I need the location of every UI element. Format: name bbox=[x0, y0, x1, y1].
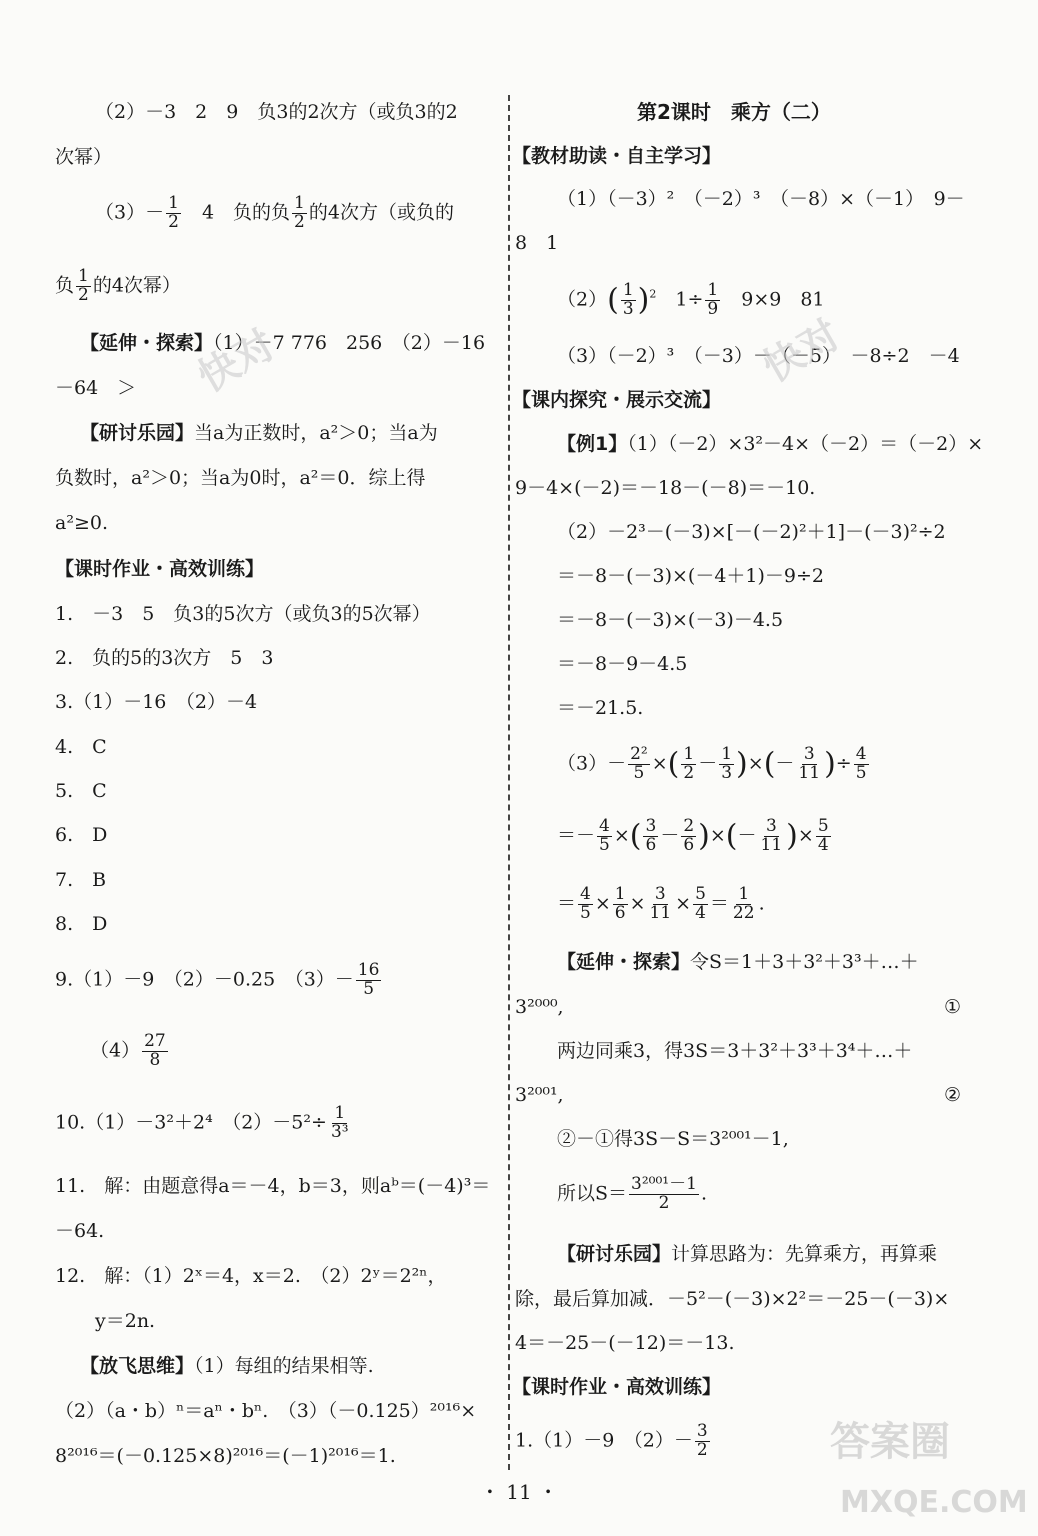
line: 次幂） bbox=[55, 146, 113, 168]
section-heading: 【课时作业・高效训练】 bbox=[512, 1376, 722, 1398]
line: 除，最后算加减．－5²－(－3)×2²＝－25－(－3)× bbox=[515, 1288, 950, 1310]
line: （3）－ $\frac{\text{2²}}{5}$ ×( $\frac{1}{2}$ － $\frac{1}{3}$ )×(－ $\frac{3}{11}$ )÷ $\frac{4}{5}$ bbox=[557, 744, 867, 783]
fraction: $\frac{1}{3}$ bbox=[622, 280, 634, 319]
fraction: $\frac{5}{4}$ bbox=[817, 816, 829, 855]
line: ＝－8－(－3)×(－3)－4.5 bbox=[557, 609, 784, 631]
line: 3²⁰⁰¹, bbox=[515, 1084, 564, 1106]
answer-item: 10.（1）－3²＋2⁴ （2）－5²÷ $\frac{1}{\text{3³}}$ bbox=[55, 1103, 349, 1142]
line: （3）（－2）³ （－3）－（－5） －8÷2 －4 bbox=[557, 345, 960, 367]
fraction: $\frac{1}{2}$ bbox=[168, 193, 179, 232]
watermark: 快对 bbox=[755, 311, 848, 392]
line: 负 $\frac{1}{2}$ 的4次幂） bbox=[55, 266, 181, 305]
answer-item: 7. B bbox=[55, 869, 107, 891]
line: （2）－2³－(－3)×[－(－2)²＋1]－(－3)²÷2 bbox=[557, 521, 946, 543]
line: ＝－8－(－3)×(－4＋1)－9÷2 bbox=[557, 565, 825, 587]
fraction: $\frac{3}{6}$ bbox=[645, 816, 657, 855]
answer-item: 1.（1）－9 （2）－ $\frac{3}{2}$ bbox=[515, 1421, 708, 1460]
line: a²≥0. bbox=[55, 512, 108, 534]
watermark: 答案圈 bbox=[830, 1419, 950, 1465]
line: ＝－ $\frac{4}{5}$ ×( $\frac{3}{6}$ － $\frac{2}{6}$ )×(－ $\frac{3}{11}$ )× $\frac{5}{4}$ bbox=[557, 816, 829, 855]
answer-item: （4） $\frac{27}{8}$ bbox=[90, 1031, 166, 1070]
answer-item: y＝2n. bbox=[95, 1310, 156, 1332]
line: 3²⁰⁰⁰, bbox=[515, 996, 564, 1018]
fraction: $\frac{1}{6}$ bbox=[614, 884, 626, 923]
equation-marker: ② bbox=[944, 1084, 962, 1106]
answer-item: 6. D bbox=[55, 824, 108, 846]
section-heading: 【课时作业・高效训练】 bbox=[55, 558, 265, 580]
answer-item: 4. C bbox=[55, 736, 107, 758]
fraction: $\frac{27}{8}$ bbox=[144, 1031, 166, 1070]
line: 两边同乘3，得3S＝3＋3²＋3³＋3⁴＋…＋ bbox=[557, 1040, 913, 1062]
answer-item: 1. －3 5 负3的5次方（或负3的5次幂） bbox=[55, 603, 431, 625]
answer-item: 8. D bbox=[55, 913, 108, 935]
line: ②－①得3S－S＝3²⁰⁰¹－1, bbox=[557, 1128, 789, 1150]
answer-item: －64. bbox=[55, 1220, 105, 1242]
fraction: $\frac{16}{5}$ bbox=[357, 960, 380, 999]
fraction: $\frac{1}{22}$ bbox=[732, 884, 755, 923]
answer-item: 12. 解：（1）2ˣ＝4，x＝2. （2）2ʸ＝2²ⁿ， bbox=[55, 1265, 447, 1287]
line: 【研讨乐园】当a为正数时，a²＞0；当a为 bbox=[80, 422, 438, 444]
fraction: $\frac{1}{2}$ bbox=[683, 744, 695, 783]
fraction: $\frac{1}{\text{3³}}$ bbox=[330, 1103, 349, 1142]
answer-item: 2. 负的5的3次方 5 3 bbox=[55, 647, 274, 669]
fraction: $\frac{3}{11}$ bbox=[760, 816, 783, 855]
line: 【例1】（1）（－2）×3²－4×（－2）＝（－2）× bbox=[557, 433, 984, 455]
fraction: $\frac{3}{11}$ bbox=[798, 744, 821, 783]
line: 4＝－25－(－12)＝－13. bbox=[515, 1332, 735, 1354]
line: （2）( $\frac{1}{3}$ )$^2$ 1÷ $\frac{1}{9}$ 9×9 81 bbox=[557, 280, 825, 319]
fraction: $\frac{3}{2}$ bbox=[696, 1421, 708, 1460]
fraction: $\frac{1}{9}$ bbox=[707, 280, 719, 319]
fraction: $\frac{\text{2²}}{5}$ bbox=[630, 744, 648, 783]
section-heading: 【教材助读・自主学习】 bbox=[512, 145, 722, 167]
line: （2）（a・b）ⁿ＝aⁿ・bⁿ. （3）（－0.125）²⁰¹⁶× bbox=[55, 1400, 477, 1422]
fraction: $\frac{1}{3}$ bbox=[721, 744, 733, 783]
line: 8 1 bbox=[515, 232, 559, 254]
answer-item: 11. 解：由题意得a＝－4，b＝3，则aᵇ＝(－4)³＝ bbox=[55, 1175, 491, 1197]
fraction: $\frac{4}{5}$ bbox=[580, 884, 591, 923]
answer-item: 5. C bbox=[55, 780, 107, 802]
line: （2）－3 2 9 负3的2次方（或负3的2 bbox=[95, 101, 458, 123]
line: ＝－21.5. bbox=[557, 697, 644, 719]
fraction: $\frac{1}{2}$ bbox=[78, 266, 89, 305]
line: 【延伸・探索】令S＝1＋3＋3²＋3³＋…＋ bbox=[557, 951, 919, 973]
answer-item: 9.（1）－9 （2）－0.25 （3）－ $\frac{16}{5}$ bbox=[55, 960, 380, 999]
fraction: $\frac{\text{3²⁰⁰¹－1}}{2}$ bbox=[631, 1174, 697, 1213]
equation-marker: ① bbox=[944, 996, 962, 1018]
fraction: $\frac{5}{4}$ bbox=[695, 884, 706, 923]
line: ＝ $\frac{4}{5}$ × $\frac{1}{6}$ × $\frac{3}{11}$ × $\frac{5}{4}$ ＝ $\frac{1}{22}$ . bbox=[557, 884, 765, 923]
line: 8²⁰¹⁶＝(－0.125×8)²⁰¹⁶＝(－1)²⁰¹⁶＝1. bbox=[55, 1445, 396, 1467]
line: （3）－ $\frac{1}{2}$ 4 负的负 $\frac{1}{2}$ 的4次方（或负的 bbox=[95, 193, 454, 232]
answer-item: 3.（1）－16 （2）－4 bbox=[55, 691, 258, 713]
fraction: $\frac{3}{11}$ bbox=[649, 884, 672, 923]
line: －64 ＞ bbox=[55, 377, 137, 399]
line: 【放飞思维】（1）每组的结果相等. bbox=[80, 1355, 374, 1377]
section-heading: 【课内探究・展示交流】 bbox=[512, 389, 722, 411]
line: （1）（－3）² （－2）³ （－8）×（－1） 9－ bbox=[557, 188, 965, 210]
column-divider bbox=[508, 95, 510, 1470]
line: 9－4×(－2)＝－18－(－8)＝－10. bbox=[515, 477, 816, 499]
line: 【研讨乐园】计算思路为：先算乘方，再算乘 bbox=[557, 1243, 938, 1265]
page-number: ・ 11 ・ bbox=[479, 1480, 559, 1504]
lesson-title: 第2课时 乘方（二） bbox=[637, 100, 831, 124]
fraction: $\frac{4}{5}$ bbox=[599, 816, 610, 855]
fraction: $\frac{4}{5}$ bbox=[855, 744, 867, 783]
line: 所以S＝ $\frac{\text{3²⁰⁰¹－1}}{2}$ . bbox=[557, 1174, 707, 1213]
fraction: $\frac{2}{6}$ bbox=[683, 816, 695, 855]
watermark: 快对 bbox=[190, 321, 283, 402]
line: ＝－8－9－4.5 bbox=[557, 653, 688, 675]
line: 负数时，a²＞0；当a为0时，a²＝0．综上得 bbox=[55, 467, 426, 489]
line: 【延伸・探索】（1）－7 776 256 （2）－16 bbox=[80, 332, 486, 354]
fraction: $\frac{1}{2}$ bbox=[294, 193, 305, 232]
watermark: MXQE.COM bbox=[840, 1485, 1028, 1520]
